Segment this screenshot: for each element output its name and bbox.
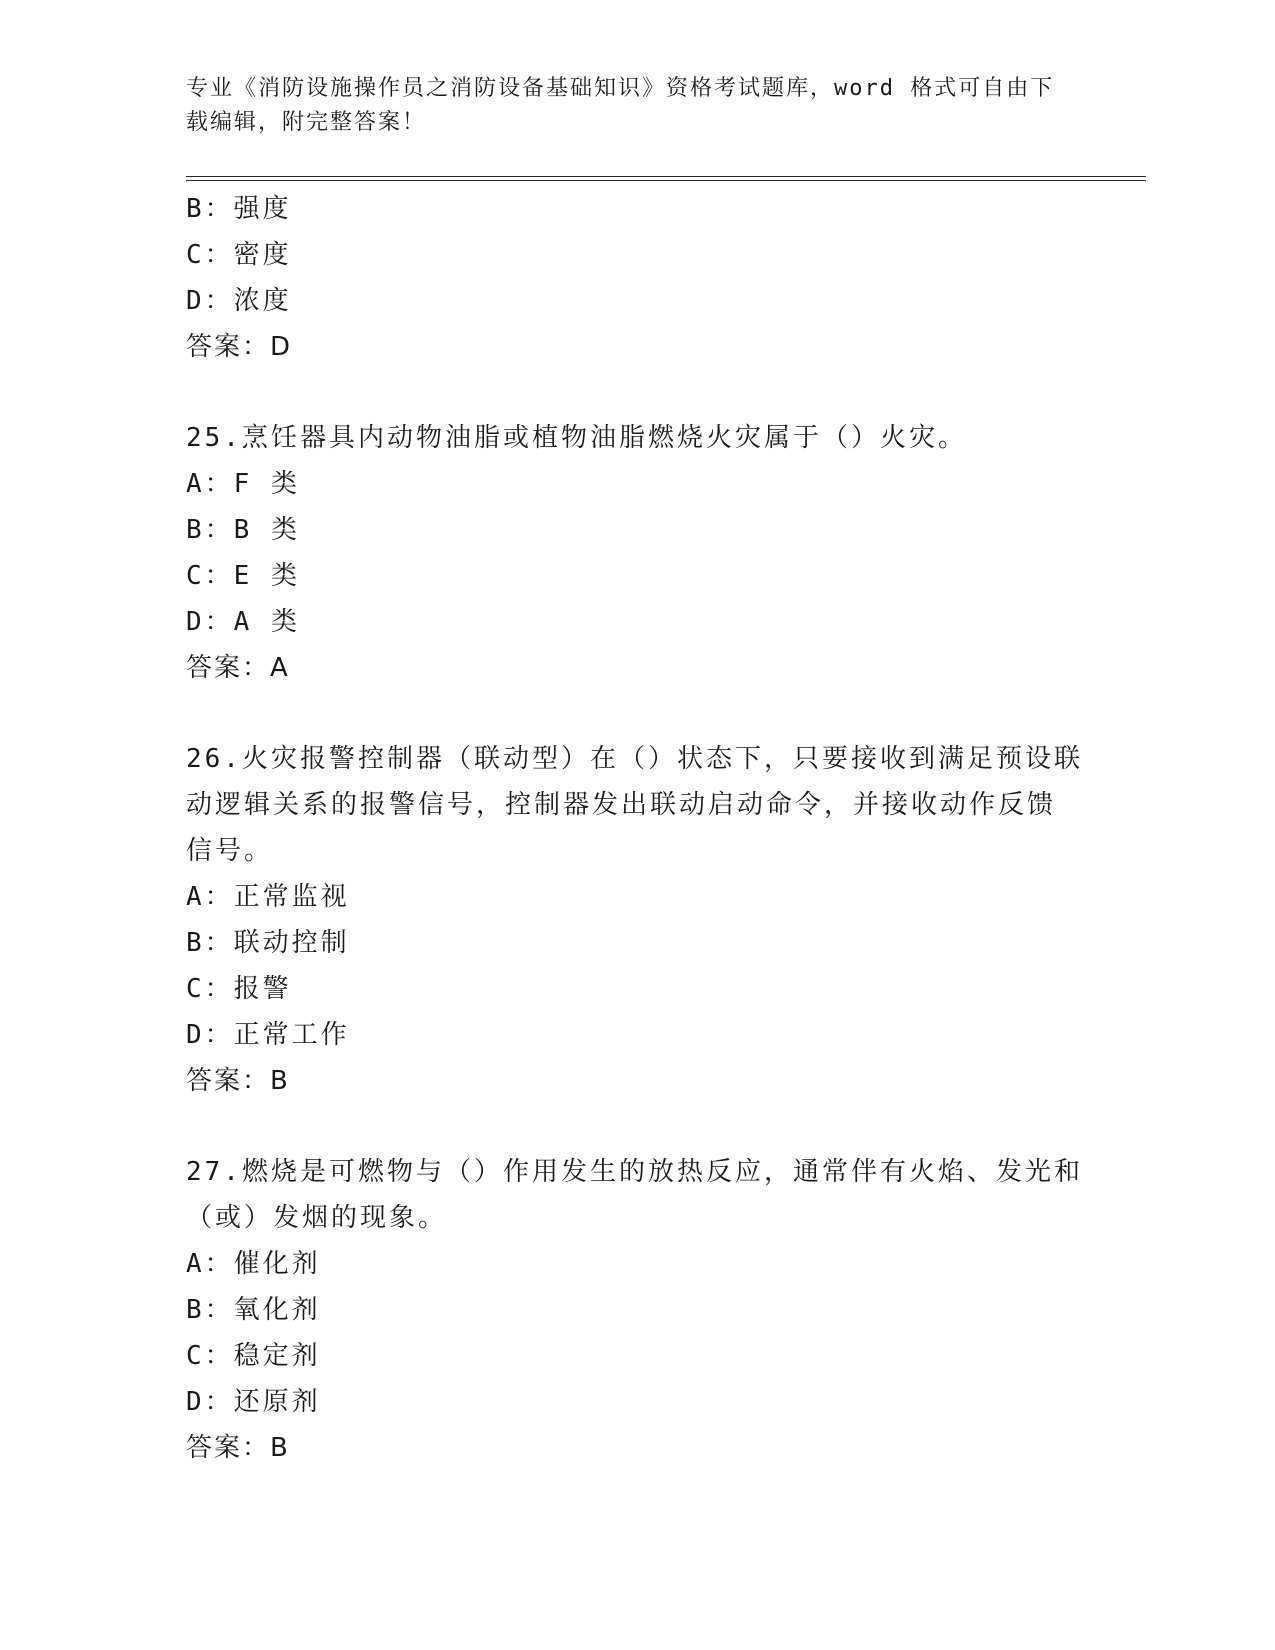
question-stem-line-1: 27.燃烧是可燃物与（）作用发生的放热反应，通常伴有火焰、发光和 (186, 1157, 1083, 1187)
answer: 答案：B (186, 1066, 290, 1096)
option-a: A：催化剂 (186, 1249, 321, 1279)
option-d: D：正常工作 (186, 1020, 350, 1050)
option-b: B：联动控制 (186, 928, 350, 958)
option-d: D：A 类 (186, 607, 300, 637)
question-26 (186, 736, 1086, 1104)
document-header (186, 72, 1066, 140)
question-27 (186, 1149, 1086, 1471)
option-d: D：还原剂 (186, 1387, 321, 1417)
question-stem-line-2: 动逻辑关系的报警信号，控制器发出联动启动命令，并接收动作反馈 (186, 790, 1057, 820)
option-d: D：浓度 (186, 286, 292, 316)
option-a: A：F 类 (186, 469, 300, 499)
answer: 答案：B (186, 1433, 290, 1463)
header-divider-bottom (186, 180, 1146, 182)
header-divider-top (186, 176, 1146, 178)
answer: 答案：D (186, 332, 293, 362)
option-b: B：B 类 (186, 515, 300, 545)
header-line-2: 载编辑，附完整答案！ (186, 110, 427, 135)
option-b: B：氧化剂 (186, 1295, 321, 1325)
question-prev (186, 186, 1086, 370)
option-c: C：E 类 (186, 561, 300, 591)
option-c: C：密度 (186, 240, 292, 270)
question-list (186, 186, 1086, 1471)
question-stem-line-1: 26.火灾报警控制器（联动型）在（）状态下，只要接收到满足预设联 (186, 744, 1083, 774)
question-stem: 25.烹饪器具内动物油脂或植物油脂燃烧火灾属于（）火灾。 (186, 423, 967, 453)
option-b: B：强度 (186, 194, 292, 224)
option-a: A：正常监视 (186, 882, 350, 912)
option-c: C：稳定剂 (186, 1341, 321, 1371)
header-line-1: 专业《消防设施操作员之消防设备基础知识》资格考试题库，word 格式可自由下 (186, 76, 1055, 101)
option-c: C：报警 (186, 974, 292, 1004)
question-stem-line-3: 信号。 (186, 836, 274, 866)
question-25 (186, 415, 1086, 691)
question-stem-line-2: （或）发烟的现象。 (186, 1203, 448, 1233)
answer: 答案：A (186, 653, 290, 683)
